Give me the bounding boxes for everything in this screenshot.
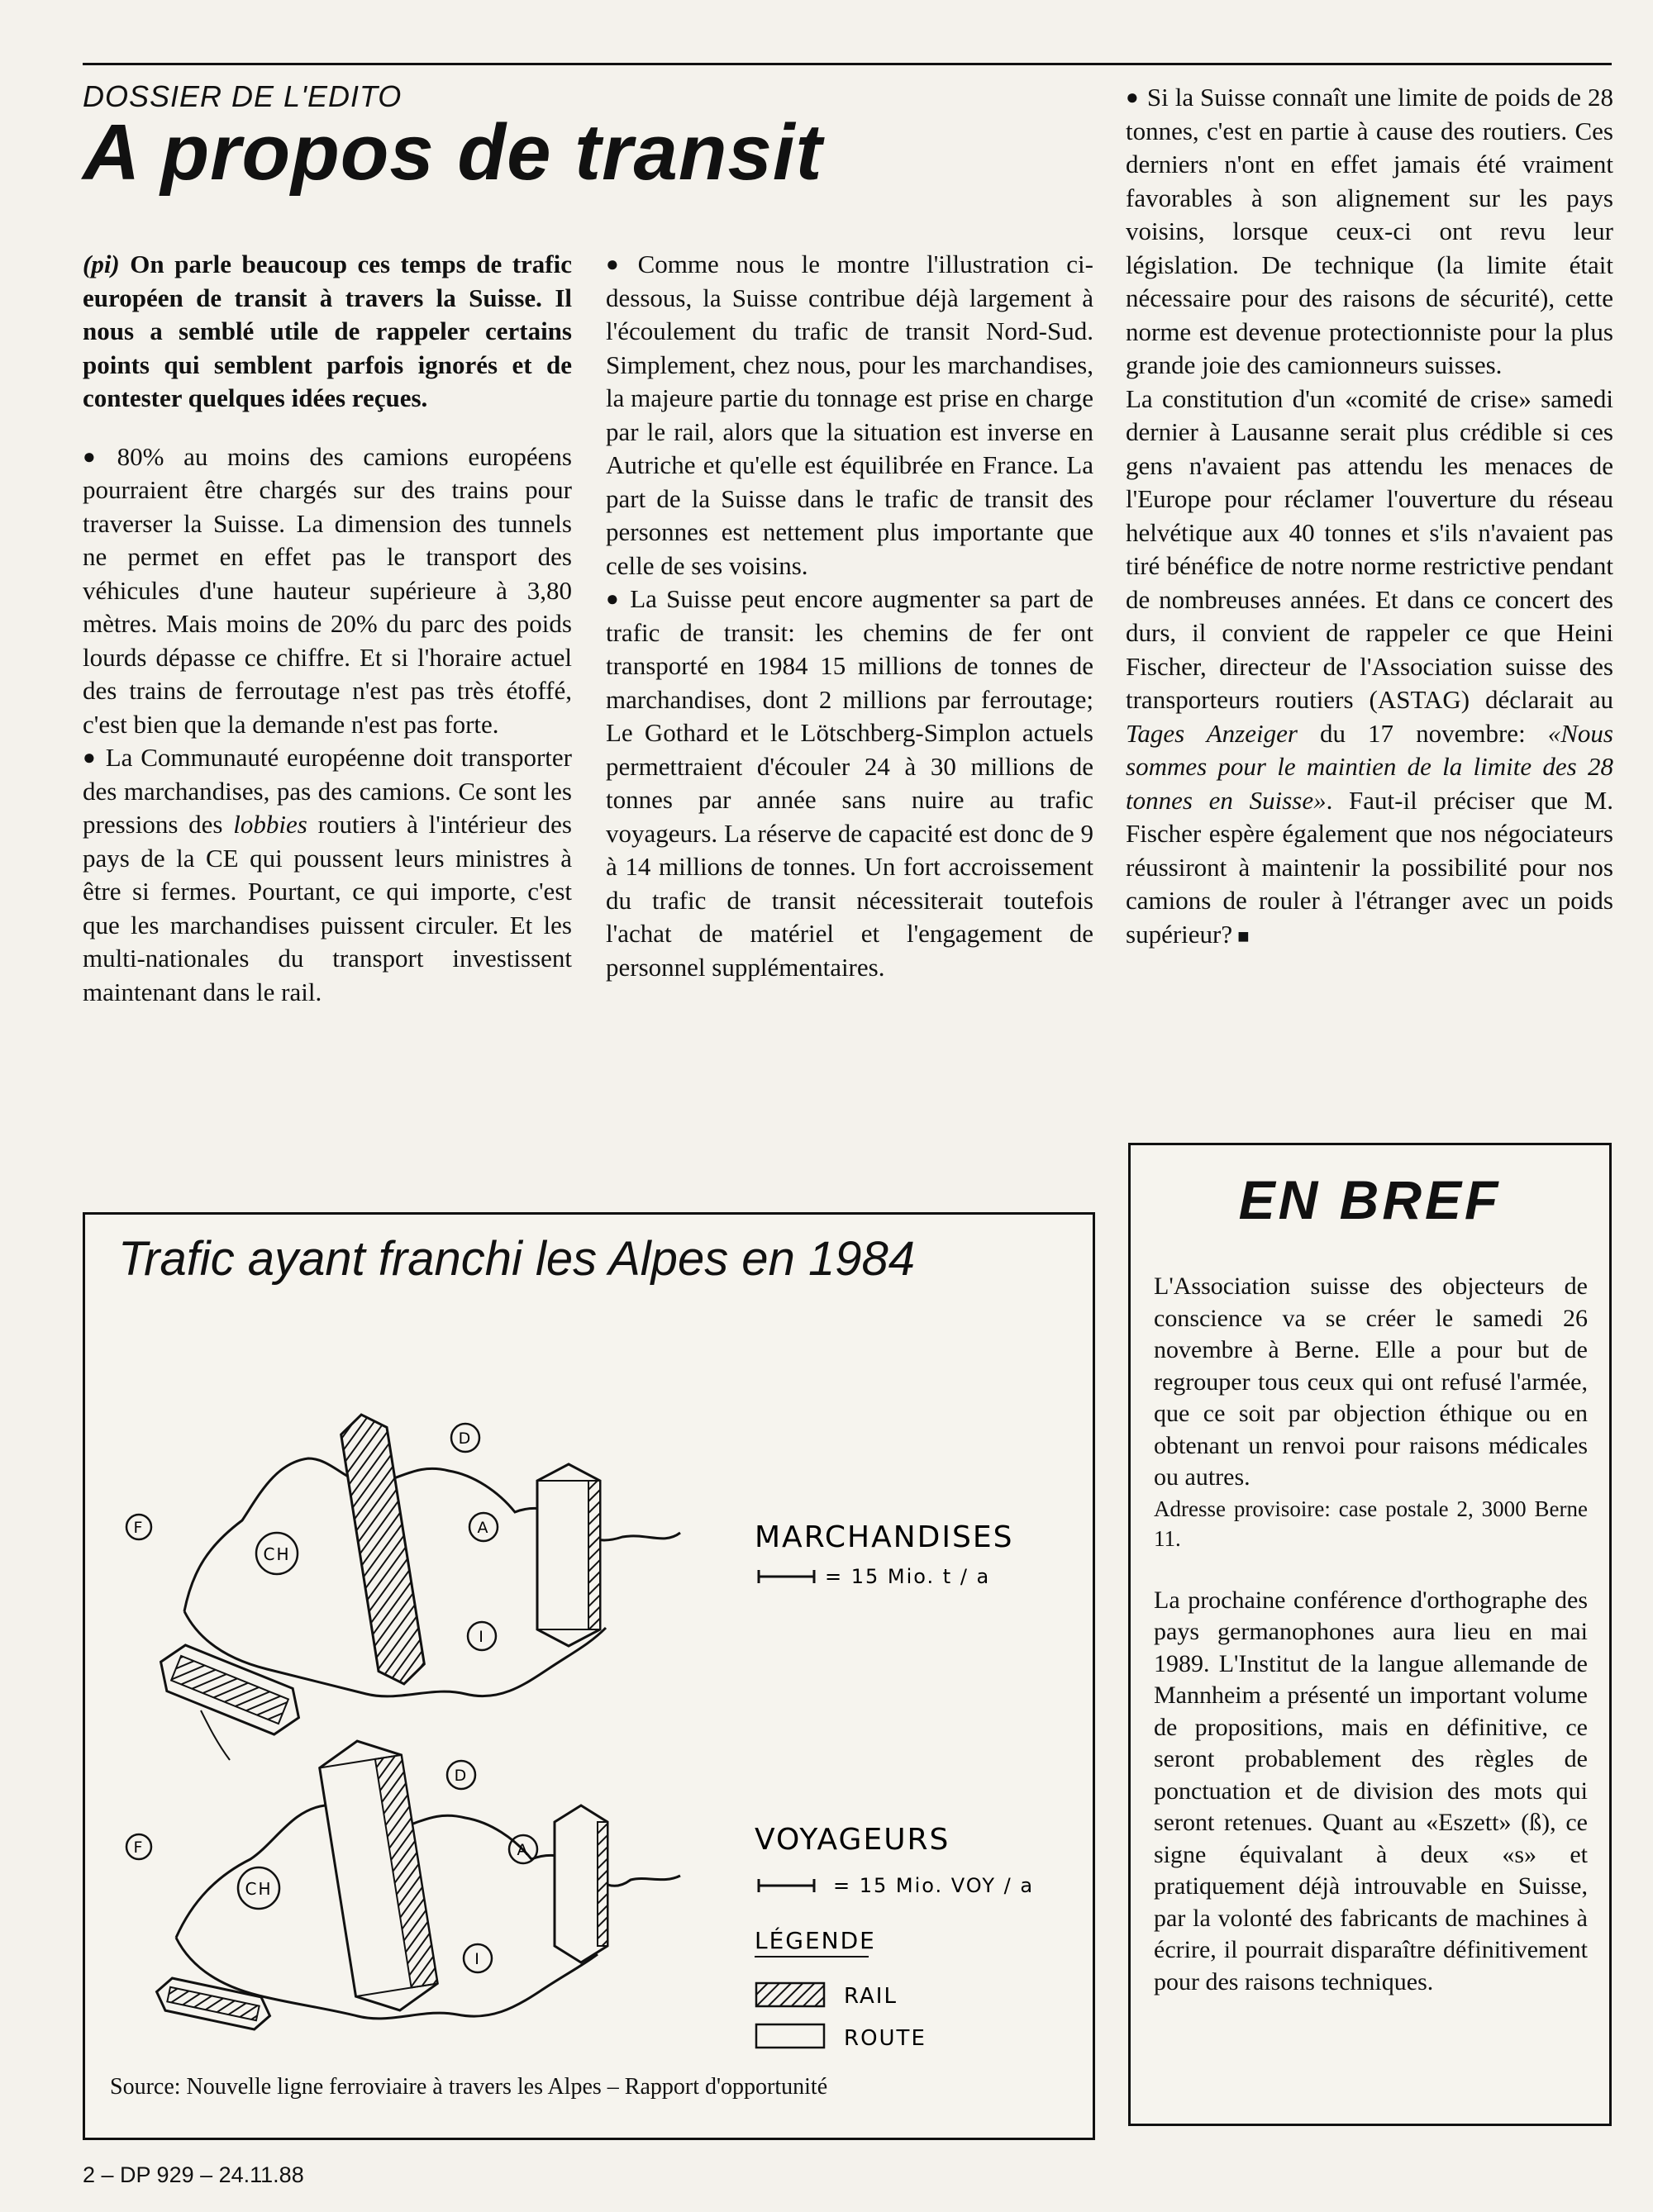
article-column-1 xyxy=(83,248,572,1009)
figure-source: Source: Nouvelle ligne ferroviaire à travers les Alpes – Rapport d'opportunité xyxy=(110,2074,828,2100)
country-d-label: D xyxy=(454,1767,469,1785)
page-headline: A propos de transit xyxy=(83,108,823,197)
transit-figure xyxy=(83,1212,1095,2140)
country-i-label: I xyxy=(474,1950,481,1968)
legend-rail-label: RAIL xyxy=(844,1984,898,2009)
legend-rail-swatch xyxy=(756,1983,824,2006)
intro-paragraph: (pi) On parle beaucoup ces temps de trafic européen de transit à travers la Suisse. Il nous a semblé utile de rappeler certains points qui semblent parfois ignorés et de contester quelques idées reçues. xyxy=(83,250,572,412)
page-footer: 2 – DP 929 – 24.11.88 xyxy=(83,2162,304,2187)
arrow-switzerland-rail xyxy=(339,1411,427,1688)
bref-item-orthographe: La prochaine conférence d'orthographe des pays germanophones aura lieu en mai 1989. L'Institut de la langue allemande de Mannheim a présenté un important volume de propositions, mais en définitive, ce seront probablement des règles de ponctuation et de division des mots qui seront retenues. Quant au «Eszett» (ß), ce signe équivalant à deux «s» et pratiquement déjà introuvable en Suisse, par la volonté des fabricants de machines à écrire, il pourrait disparaître définitivement pour des raisons techniques. xyxy=(1154,1586,1588,1996)
arrow-switzerland-mixed xyxy=(317,1734,441,2017)
border-line xyxy=(201,1710,230,1760)
en-bref-box xyxy=(1128,1143,1612,2126)
arrow-austria-road xyxy=(555,1805,607,1962)
goods-label: MARCHANDISES xyxy=(755,1520,1014,1554)
bref-address: Adresse provisoire: case postale 2, 3000 Berne 11. xyxy=(1154,1496,1588,1551)
goods-scale: = 15 Mio. t / a xyxy=(825,1565,991,1588)
passengers-scale: = 15 Mio. VOY / a xyxy=(833,1874,1035,1897)
section-kicker: DOSSIER DE L'EDITO xyxy=(83,79,403,113)
paragraph-swiss-contribution: ● Comme nous le montre l'illustration ci-dessous, la Suisse contribue déjà largement à l'écoulement du trafic de transit Nord-Sud. Simplement, chez nous, pour les marchandises, la majeure partie du tonnage est prise en charge par le rail, alors que la situation est inverse en Autriche et qu'elle est équilibrée en France. La part de la Suisse dans le trafic de transit des personnes est nettement plus importante que celle de ses voisins. xyxy=(606,248,1093,583)
paragraph-crisis-committee: La constitution d'un «comité de crise» samedi dernier à Lausanne serait plus crédible si ces gens n'avaient pas attendu les menaces de l'Europe pour réclamer l'ouverture du réseau helvétique aux 40 tonnes et s'ils n'avaient pas tiré bénéfice de notre norme restrictive pendant de nombreuses années. Et dans ce concert des durs, il convient de rappeler ce que Heini Fischer, directeur de l'Association suisse des transporteurs routiers (ASTAG) déclarait au Tages Anzeiger du 17 novembre: «Nous sommes pour le maintien de la limite des 28 tonnes en Suisse». Faut-il préciser que M. Fischer espère également que nos négociateurs réussiront à maintenir la possibilité pour nos camions de rouler à l'étranger avec un poids supérieur? ■ xyxy=(1126,383,1613,954)
paragraph-trucks-on-trains: ● 80% au moins des camions européens pourraient être chargés sur des trains pour traverser la Suisse. La dimension des tunnels ne permet en effet pas le transport des véhicules d'une hauteur supérieure à 3,80 mètres. Mais moins de 20% du parc des poids lourds dépasse ce chiffre. Et si l'horaire actuel des trains de ferroutage n'est pas très étoffé, c'est bien que la demande n'est pas forte. xyxy=(83,440,572,742)
bref-item-objecteurs: L'Association suisse des objecteurs de conscience va se créer le samedi 26 novembre à Berne. Elle a pour but de regrouper tous ceux qui ont refusé l'armée, que ce soit par objection éthique ou en obtenant un renvoi pour raisons médicales ou autres. xyxy=(1154,1272,1588,1491)
author-initials: (pi) xyxy=(83,250,120,278)
top-rule xyxy=(83,63,1612,65)
country-i-label: I xyxy=(479,1628,485,1646)
passengers-map xyxy=(126,1734,1034,2051)
article-column-2 xyxy=(606,248,1093,984)
paragraph-capacity-reserve: ● La Suisse peut encore augmenter sa part de trafic de transit: les chemins de fer ont transporté en 1984 15 millions de tonnes de marchandises, dont 2 millions par ferroutage; Le Gothard et le Lötschberg-Simplon actuels permettraient d'écouler 24 à 30 millions de tonnes par année sans nuire au trafic voyageurs. La réserve de capacité est donc de 9 à 14 millions de tonnes. Un fort accroissement du trafic de transit nécessiterait toutefois l'achat de matériel et l'engagement de personnel supplémentaires. xyxy=(606,583,1093,984)
paragraph-european-community: ● La Communauté européenne doit transporter des marchandises, pas des camions. Ce sont les pressions des lobbies routiers à l'intérieur des pays de la CE qui poussent leurs ministres à être si fermes. Pourtant, ce qui importe, c'est que les marchandises puissent circuler. Et les multi-nationales du transport investissent maintenant dans le rail. xyxy=(83,741,572,1009)
article-column-3 xyxy=(1126,81,1613,954)
arrow-france-mixed xyxy=(153,1976,273,2032)
arrow-austria-road xyxy=(537,1464,600,1646)
country-ch-label: CH xyxy=(245,1879,273,1899)
country-a-label: A xyxy=(477,1519,490,1537)
country-f-label: F xyxy=(133,1519,145,1537)
paragraph-weight-limit: ● Si la Suisse connaît une limite de poids de 28 tonnes, c'est en partie à cause des routiers. Ces derniers n'ont en effet jamais été vraiment favorables à son alignement sur les pays voisins, lorsque ceux-ci ont revu leur législation. De technique (la limite était nécessaire pour des raisons de sécurité), cette norme est devenue protectionniste pour la plus grande joie des camionneurs suisses. xyxy=(1126,81,1613,383)
alps-transit-map xyxy=(85,1297,1093,2066)
country-a-label: A xyxy=(517,1841,530,1859)
en-bref-body xyxy=(1154,1271,1588,1998)
country-ch-label: CH xyxy=(263,1544,291,1564)
figure-title: Trafic ayant franchi les Alpes en 1984 xyxy=(118,1232,915,1286)
goods-map xyxy=(126,1411,1013,1760)
en-bref-title: EN BREF xyxy=(1238,1169,1502,1230)
country-f-label: F xyxy=(133,1839,145,1857)
legend-road-label: ROUTE xyxy=(844,2026,927,2051)
legend-title: LÉGENDE xyxy=(755,1927,876,1954)
legend-road-swatch xyxy=(756,2024,824,2048)
country-d-label: D xyxy=(458,1429,473,1448)
passengers-label: VOYAGEURS xyxy=(755,1823,950,1857)
